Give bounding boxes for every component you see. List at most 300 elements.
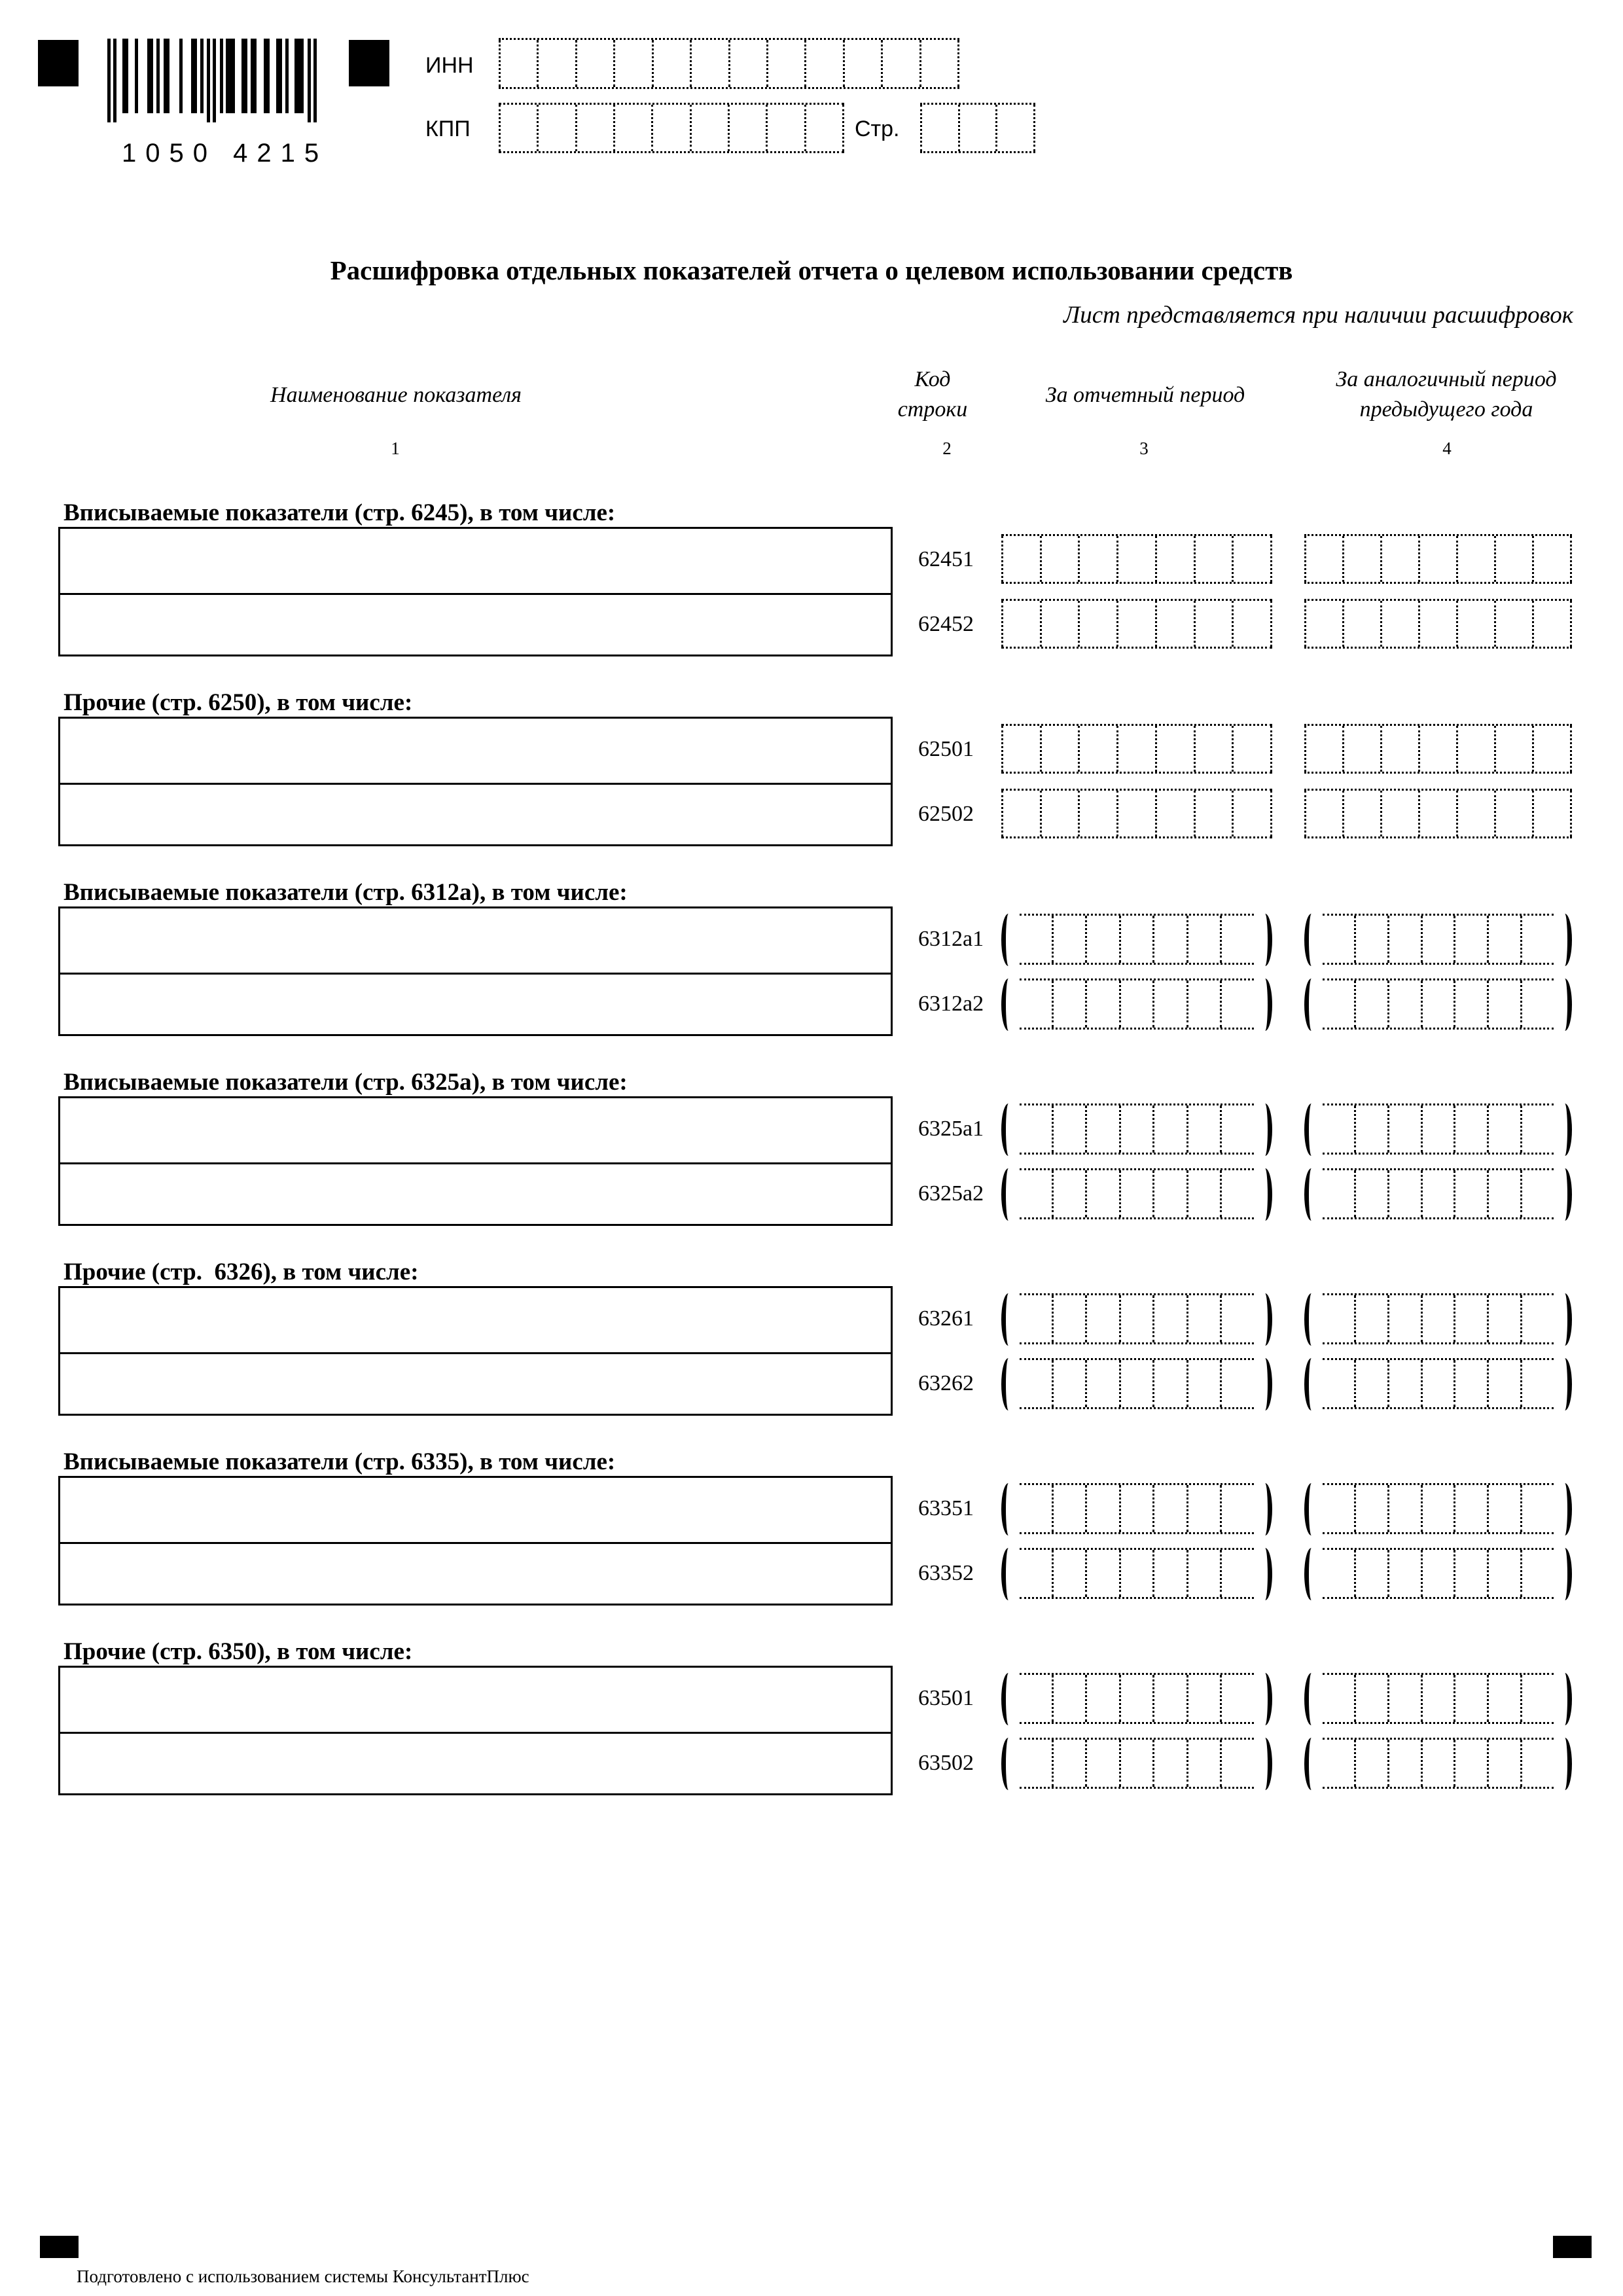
- left-parenthesis-icon: [1304, 1103, 1319, 1156]
- digit-cell[interactable]: [1323, 1170, 1354, 1217]
- digit-cell[interactable]: [1085, 1740, 1119, 1787]
- inn-field[interactable]: [499, 38, 959, 89]
- left-parenthesis-icon: [1001, 978, 1016, 1031]
- digit-cell[interactable]: [1078, 726, 1116, 772]
- digit-cell[interactable]: [1494, 726, 1532, 772]
- digit-cell[interactable]: [1020, 1170, 1052, 1217]
- digit-cell[interactable]: [1454, 916, 1487, 963]
- digit-cell[interactable]: [1119, 1740, 1153, 1787]
- barcode-bar: [207, 39, 210, 122]
- digit-cell[interactable]: [1078, 791, 1116, 836]
- digit-cell[interactable]: [1454, 1105, 1487, 1153]
- digit-cell[interactable]: [1220, 916, 1254, 963]
- left-parenthesis-icon: [1304, 1358, 1319, 1410]
- digit-cell[interactable]: [1220, 1360, 1254, 1407]
- current-period-field[interactable]: [1001, 534, 1272, 584]
- previous-period-field[interactable]: [1323, 1738, 1554, 1789]
- previous-period-field[interactable]: [1323, 1548, 1554, 1599]
- current-period-field[interactable]: [1020, 1103, 1254, 1155]
- digit-cell[interactable]: [1487, 1295, 1520, 1342]
- current-period-field[interactable]: [1001, 789, 1272, 838]
- digit-cell[interactable]: [1354, 1485, 1387, 1532]
- digit-cell[interactable]: [1418, 536, 1456, 582]
- digit-cell[interactable]: [1119, 980, 1153, 1028]
- indicator-name-input[interactable]: [60, 1288, 891, 1353]
- digit-cell[interactable]: [1040, 726, 1079, 772]
- page-number-field[interactable]: [920, 103, 1035, 153]
- digit-cell[interactable]: [766, 105, 804, 151]
- digit-cell[interactable]: [1152, 1550, 1186, 1597]
- digit-cell[interactable]: [1520, 1485, 1554, 1532]
- digit-cell[interactable]: [1220, 1740, 1254, 1787]
- digit-cell[interactable]: [1520, 1105, 1554, 1153]
- digit-cell[interactable]: [1186, 1675, 1221, 1722]
- barcode-bar: [107, 39, 111, 122]
- digit-cell[interactable]: [1186, 1295, 1221, 1342]
- digit-cell[interactable]: [1119, 1675, 1153, 1722]
- digit-cell[interactable]: [1085, 1675, 1119, 1722]
- digit-cell[interactable]: [1078, 536, 1116, 582]
- right-parenthesis-icon: [1558, 914, 1572, 966]
- digit-cell[interactable]: [1421, 1485, 1454, 1532]
- digit-cell[interactable]: [1520, 980, 1554, 1028]
- digit-cell[interactable]: [1020, 1105, 1052, 1153]
- current-period-field[interactable]: [1001, 599, 1272, 649]
- digit-cell[interactable]: [1220, 1295, 1254, 1342]
- previous-period-field[interactable]: [1304, 724, 1572, 774]
- digit-cell[interactable]: [881, 40, 919, 87]
- digit-cell[interactable]: [1085, 1295, 1119, 1342]
- digit-cell[interactable]: [1387, 1295, 1421, 1342]
- digit-cell[interactable]: [1323, 1740, 1354, 1787]
- digit-cell[interactable]: [1186, 916, 1221, 963]
- digit-cell[interactable]: [613, 40, 651, 87]
- digit-cell[interactable]: [1020, 1740, 1052, 1787]
- digit-cell[interactable]: [1494, 791, 1532, 836]
- digit-cell[interactable]: [1532, 601, 1572, 647]
- indicator-name-input[interactable]: [60, 593, 891, 660]
- digit-cell[interactable]: [1078, 601, 1116, 647]
- digit-cell[interactable]: [651, 105, 689, 151]
- digit-cell[interactable]: [1354, 1295, 1387, 1342]
- digit-cell[interactable]: [1342, 791, 1380, 836]
- digit-cell[interactable]: [1323, 1105, 1354, 1153]
- digit-cell[interactable]: [1085, 1485, 1119, 1532]
- digit-cell[interactable]: [1323, 1485, 1354, 1532]
- digit-cell[interactable]: [920, 105, 958, 151]
- digit-cell[interactable]: [1001, 791, 1040, 836]
- digit-cell[interactable]: [1387, 1105, 1421, 1153]
- digit-cell[interactable]: [1040, 601, 1079, 647]
- digit-cell[interactable]: [1040, 536, 1079, 582]
- indicator-name-input[interactable]: [60, 1162, 891, 1229]
- digit-cell[interactable]: [1152, 1485, 1186, 1532]
- current-period-field[interactable]: [1001, 724, 1272, 774]
- barcode-bar: [135, 39, 138, 113]
- barcode-bar: [200, 39, 204, 113]
- digit-cell[interactable]: [1152, 1295, 1186, 1342]
- digit-cell[interactable]: [1020, 916, 1052, 963]
- digit-cell[interactable]: [1304, 536, 1342, 582]
- digit-cell[interactable]: [1387, 916, 1421, 963]
- digit-cell[interactable]: [1380, 726, 1418, 772]
- digit-cell[interactable]: [1304, 726, 1342, 772]
- digit-cell[interactable]: [1387, 1550, 1421, 1597]
- digit-cell[interactable]: [1152, 980, 1186, 1028]
- digit-cell[interactable]: [1052, 1550, 1086, 1597]
- digit-cell[interactable]: [1454, 1740, 1487, 1787]
- row-code: 63352: [918, 1561, 974, 1585]
- digit-cell[interactable]: [1454, 1360, 1487, 1407]
- digit-cell[interactable]: [1421, 1740, 1454, 1787]
- digit-cell[interactable]: [1186, 1550, 1221, 1597]
- digit-cell[interactable]: [1380, 791, 1418, 836]
- barcode-bar: [156, 39, 160, 113]
- digit-cell[interactable]: [1116, 726, 1155, 772]
- digit-cell[interactable]: [1487, 1360, 1520, 1407]
- digit-cell[interactable]: [1387, 980, 1421, 1028]
- current-period-field[interactable]: [1020, 1293, 1254, 1344]
- digit-cell[interactable]: [690, 40, 728, 87]
- current-period-field[interactable]: [1020, 1548, 1254, 1599]
- indicator-name-input[interactable]: [60, 1668, 891, 1732]
- digit-cell[interactable]: [1186, 1740, 1221, 1787]
- digit-cell[interactable]: [1387, 1675, 1421, 1722]
- digit-cell[interactable]: [1520, 1295, 1554, 1342]
- previous-period-field[interactable]: [1323, 914, 1554, 965]
- digit-cell[interactable]: [1220, 1105, 1254, 1153]
- digit-cell[interactable]: [1342, 601, 1380, 647]
- digit-cell[interactable]: [1354, 1550, 1387, 1597]
- digit-cell[interactable]: [1456, 791, 1494, 836]
- previous-period-field[interactable]: [1323, 1358, 1554, 1409]
- digit-cell[interactable]: [1194, 726, 1232, 772]
- digit-cell[interactable]: [1085, 980, 1119, 1028]
- barcode-bar: [226, 39, 235, 113]
- digit-cell[interactable]: [1152, 916, 1186, 963]
- digit-cell[interactable]: [1520, 1740, 1554, 1787]
- previous-period-field[interactable]: [1304, 789, 1572, 838]
- digit-cell[interactable]: [1152, 1675, 1186, 1722]
- digit-cell[interactable]: [690, 105, 728, 151]
- digit-cell[interactable]: [1520, 1675, 1554, 1722]
- current-period-field[interactable]: [1020, 1168, 1254, 1219]
- digit-cell[interactable]: [1152, 1360, 1186, 1407]
- digit-cell[interactable]: [1454, 1550, 1487, 1597]
- digit-cell[interactable]: [1323, 916, 1354, 963]
- digit-cell[interactable]: [1186, 980, 1221, 1028]
- row-code: 63261: [918, 1306, 974, 1331]
- previous-period-field[interactable]: [1323, 1103, 1554, 1155]
- indicator-name-input[interactable]: [60, 1478, 891, 1543]
- digit-cell[interactable]: [1186, 1360, 1221, 1407]
- digit-cell[interactable]: [1520, 916, 1554, 963]
- digit-cell[interactable]: [728, 40, 766, 87]
- digit-cell[interactable]: [1052, 1295, 1086, 1342]
- digit-cell[interactable]: [1085, 1105, 1119, 1153]
- row-code: 62501: [918, 737, 974, 761]
- row-code: 62452: [918, 612, 974, 636]
- column-header-line: Наименование показателя: [270, 383, 522, 407]
- indicator-name-input[interactable]: [60, 1542, 891, 1609]
- section: [0, 1258, 1623, 1448]
- digit-cell[interactable]: [1494, 601, 1532, 647]
- digit-cell[interactable]: [1387, 1170, 1421, 1217]
- current-period-field[interactable]: [1020, 1483, 1254, 1534]
- digit-cell[interactable]: [1052, 980, 1086, 1028]
- digit-cell[interactable]: [1040, 791, 1079, 836]
- digit-cell[interactable]: [1119, 916, 1153, 963]
- digit-cell[interactable]: [1152, 1170, 1186, 1217]
- digit-cell[interactable]: [1194, 791, 1232, 836]
- digit-cell[interactable]: [1220, 1170, 1254, 1217]
- current-period-field[interactable]: [1020, 978, 1254, 1030]
- digit-cell[interactable]: [1020, 1360, 1052, 1407]
- digit-cell[interactable]: [1020, 1295, 1052, 1342]
- digit-cell[interactable]: [804, 40, 842, 87]
- indicator-name-input[interactable]: [60, 783, 891, 850]
- digit-cell[interactable]: [1119, 1485, 1153, 1532]
- indicator-name-input[interactable]: [60, 973, 891, 1039]
- barcode-bar: [241, 39, 247, 113]
- digit-cell[interactable]: [1354, 1360, 1387, 1407]
- right-parenthesis-icon: [1558, 978, 1572, 1031]
- digit-cell[interactable]: [1186, 1105, 1221, 1153]
- right-parenthesis-icon: [1258, 1103, 1272, 1156]
- digit-cell[interactable]: [1155, 791, 1194, 836]
- previous-period-field[interactable]: [1323, 1293, 1554, 1344]
- digit-cell[interactable]: [1323, 1295, 1354, 1342]
- digit-cell[interactable]: [1323, 1360, 1354, 1407]
- digit-cell[interactable]: [1520, 1170, 1554, 1217]
- digit-cell[interactable]: [1020, 980, 1052, 1028]
- digit-cell[interactable]: [1220, 1550, 1254, 1597]
- digit-cell[interactable]: [1152, 1740, 1186, 1787]
- digit-cell[interactable]: [1001, 601, 1040, 647]
- current-period-field[interactable]: [1020, 1358, 1254, 1409]
- digit-cell[interactable]: [1323, 1675, 1354, 1722]
- digit-cell[interactable]: [1052, 1170, 1086, 1217]
- indicator-name-box: [58, 1476, 893, 1605]
- digit-cell[interactable]: [1454, 1170, 1487, 1217]
- digit-cell[interactable]: [1421, 1550, 1454, 1597]
- digit-cell[interactable]: [1001, 726, 1040, 772]
- digit-cell[interactable]: [1232, 536, 1272, 582]
- digit-cell[interactable]: [1194, 536, 1232, 582]
- digit-cell[interactable]: [1421, 1360, 1454, 1407]
- digit-cell[interactable]: [1119, 1170, 1153, 1217]
- left-parenthesis-icon: [1304, 1483, 1319, 1535]
- digit-cell[interactable]: [1342, 726, 1380, 772]
- digit-cell[interactable]: [1020, 1550, 1052, 1597]
- digit-cell[interactable]: [1454, 1485, 1487, 1532]
- digit-cell[interactable]: [1232, 726, 1272, 772]
- digit-cell[interactable]: [1387, 1740, 1421, 1787]
- barcode-bar: [276, 39, 282, 113]
- digit-cell[interactable]: [728, 105, 766, 151]
- digit-cell[interactable]: [919, 40, 959, 87]
- digit-cell[interactable]: [1116, 601, 1155, 647]
- digit-cell[interactable]: [1354, 1170, 1387, 1217]
- current-period-field[interactable]: [1020, 914, 1254, 965]
- digit-cell[interactable]: [1116, 791, 1155, 836]
- digit-cell[interactable]: [1116, 536, 1155, 582]
- digit-cell[interactable]: [1052, 916, 1086, 963]
- barcode-bar: [313, 39, 317, 122]
- digit-cell[interactable]: [1152, 1105, 1186, 1153]
- registration-mark-top-left: [38, 40, 79, 86]
- previous-period-field[interactable]: [1323, 978, 1554, 1030]
- digit-cell[interactable]: [1487, 980, 1520, 1028]
- indicator-name-input[interactable]: [60, 719, 891, 783]
- digit-cell[interactable]: [1323, 980, 1354, 1028]
- right-parenthesis-icon: [1258, 978, 1272, 1031]
- indicator-name-box: [58, 1666, 893, 1795]
- section-label: Вписываемые показатели (стр. 6325а), в том числе:: [63, 1069, 628, 1096]
- digit-cell[interactable]: [1001, 536, 1040, 582]
- digit-cell[interactable]: [613, 105, 651, 151]
- digit-cell[interactable]: [1354, 980, 1387, 1028]
- section-label: Вписываемые показатели (стр. 6335), в том числе:: [63, 1448, 616, 1475]
- digit-cell[interactable]: [1487, 1105, 1520, 1153]
- digit-cell[interactable]: [1532, 536, 1572, 582]
- digit-cell[interactable]: [843, 40, 881, 87]
- digit-cell[interactable]: [1487, 1170, 1520, 1217]
- digit-cell[interactable]: [1454, 1295, 1487, 1342]
- digit-cell[interactable]: [1342, 536, 1380, 582]
- digit-cell[interactable]: [1456, 536, 1494, 582]
- digit-cell[interactable]: [1354, 1740, 1387, 1787]
- digit-cell[interactable]: [1454, 1675, 1487, 1722]
- kpp-field[interactable]: [499, 103, 844, 153]
- digit-cell[interactable]: [1532, 791, 1572, 836]
- digit-cell[interactable]: [1186, 1485, 1221, 1532]
- column-header-code: [880, 365, 985, 425]
- digit-cell[interactable]: [1085, 1550, 1119, 1597]
- digit-cell[interactable]: [1418, 791, 1456, 836]
- barcode-bar: [251, 39, 257, 113]
- digit-cell[interactable]: [1380, 536, 1418, 582]
- digit-cell[interactable]: [1418, 601, 1456, 647]
- digit-cell[interactable]: [1494, 536, 1532, 582]
- digit-cell[interactable]: [1487, 1550, 1520, 1597]
- digit-cell[interactable]: [652, 40, 690, 87]
- digit-cell[interactable]: [1220, 1485, 1254, 1532]
- current-period-field[interactable]: [1020, 1673, 1254, 1724]
- digit-cell[interactable]: [575, 40, 613, 87]
- previous-period-field[interactable]: [1323, 1168, 1554, 1219]
- digit-cell[interactable]: [1119, 1550, 1153, 1597]
- digit-cell[interactable]: [1155, 601, 1194, 647]
- indicator-name-input[interactable]: [60, 1098, 891, 1163]
- digit-cell[interactable]: [1520, 1550, 1554, 1597]
- digit-cell[interactable]: [1052, 1360, 1086, 1407]
- digit-cell[interactable]: [1421, 1295, 1454, 1342]
- digit-cell[interactable]: [1487, 1675, 1520, 1722]
- digit-cell[interactable]: [1421, 916, 1454, 963]
- barcode-bar: [264, 39, 270, 113]
- previous-period-field[interactable]: [1323, 1673, 1554, 1724]
- digit-cell[interactable]: [1387, 1360, 1421, 1407]
- digit-cell[interactable]: [1085, 1170, 1119, 1217]
- digit-cell[interactable]: [1304, 791, 1342, 836]
- indicator-name-input[interactable]: [60, 1352, 891, 1419]
- digit-cell[interactable]: [1304, 601, 1342, 647]
- digit-cell[interactable]: [575, 105, 613, 151]
- digit-cell[interactable]: [1220, 1675, 1254, 1722]
- digit-cell[interactable]: [1387, 1485, 1421, 1532]
- digit-cell[interactable]: [1418, 726, 1456, 772]
- section-label: Прочие (стр. 6350), в том числе:: [63, 1638, 413, 1665]
- digit-cell[interactable]: [499, 105, 537, 151]
- barcode-number: 1050 4215: [122, 139, 329, 168]
- previous-period-field[interactable]: [1304, 599, 1572, 649]
- current-period-field[interactable]: [1020, 1738, 1254, 1789]
- digit-cell[interactable]: [1052, 1675, 1086, 1722]
- digit-cell[interactable]: [1421, 1675, 1454, 1722]
- digit-cell[interactable]: [1020, 1485, 1052, 1532]
- digit-cell[interactable]: [1487, 1485, 1520, 1532]
- digit-cell[interactable]: [804, 105, 844, 151]
- digit-cell[interactable]: [1232, 601, 1272, 647]
- digit-cell[interactable]: [766, 40, 804, 87]
- section: [0, 878, 1623, 1068]
- digit-cell[interactable]: [1052, 1485, 1086, 1532]
- digit-cell[interactable]: [1456, 726, 1494, 772]
- digit-cell[interactable]: [1085, 1360, 1119, 1407]
- digit-cell[interactable]: [1421, 1105, 1454, 1153]
- digit-cell[interactable]: [1232, 791, 1272, 836]
- digit-cell[interactable]: [537, 105, 575, 151]
- previous-period-field[interactable]: [1304, 534, 1572, 584]
- digit-cell[interactable]: [1119, 1295, 1153, 1342]
- digit-cell[interactable]: [1421, 980, 1454, 1028]
- digit-cell[interactable]: [1456, 601, 1494, 647]
- digit-cell[interactable]: [1194, 601, 1232, 647]
- digit-cell[interactable]: [1487, 1740, 1520, 1787]
- digit-cell[interactable]: [1155, 536, 1194, 582]
- digit-cell[interactable]: [958, 105, 996, 151]
- right-parenthesis-icon: [1258, 1673, 1272, 1725]
- digit-cell[interactable]: [1085, 916, 1119, 963]
- digit-cell[interactable]: [1487, 916, 1520, 963]
- digit-cell[interactable]: [1421, 1170, 1454, 1217]
- digit-cell[interactable]: [1220, 980, 1254, 1028]
- digit-cell[interactable]: [537, 40, 575, 87]
- previous-period-field[interactable]: [1323, 1483, 1554, 1534]
- digit-cell[interactable]: [1186, 1170, 1221, 1217]
- digit-cell[interactable]: [1454, 980, 1487, 1028]
- indicator-name-input[interactable]: [60, 908, 891, 973]
- indicator-name-input[interactable]: [60, 529, 891, 594]
- digit-cell[interactable]: [1380, 601, 1418, 647]
- indicator-name-input[interactable]: [60, 1732, 891, 1799]
- digit-cell[interactable]: [1520, 1360, 1554, 1407]
- digit-cell[interactable]: [1052, 1740, 1086, 1787]
- digit-cell[interactable]: [1020, 1675, 1052, 1722]
- digit-cell[interactable]: [1052, 1105, 1086, 1153]
- digit-cell[interactable]: [1119, 1360, 1153, 1407]
- digit-cell[interactable]: [1323, 1550, 1354, 1597]
- digit-cell[interactable]: [995, 105, 1035, 151]
- digit-cell[interactable]: [499, 40, 537, 87]
- digit-cell[interactable]: [1119, 1105, 1153, 1153]
- digit-cell[interactable]: [1354, 916, 1387, 963]
- digit-cell[interactable]: [1155, 726, 1194, 772]
- digit-cell[interactable]: [1354, 1105, 1387, 1153]
- digit-cell[interactable]: [1354, 1675, 1387, 1722]
- digit-cell[interactable]: [1532, 726, 1572, 772]
